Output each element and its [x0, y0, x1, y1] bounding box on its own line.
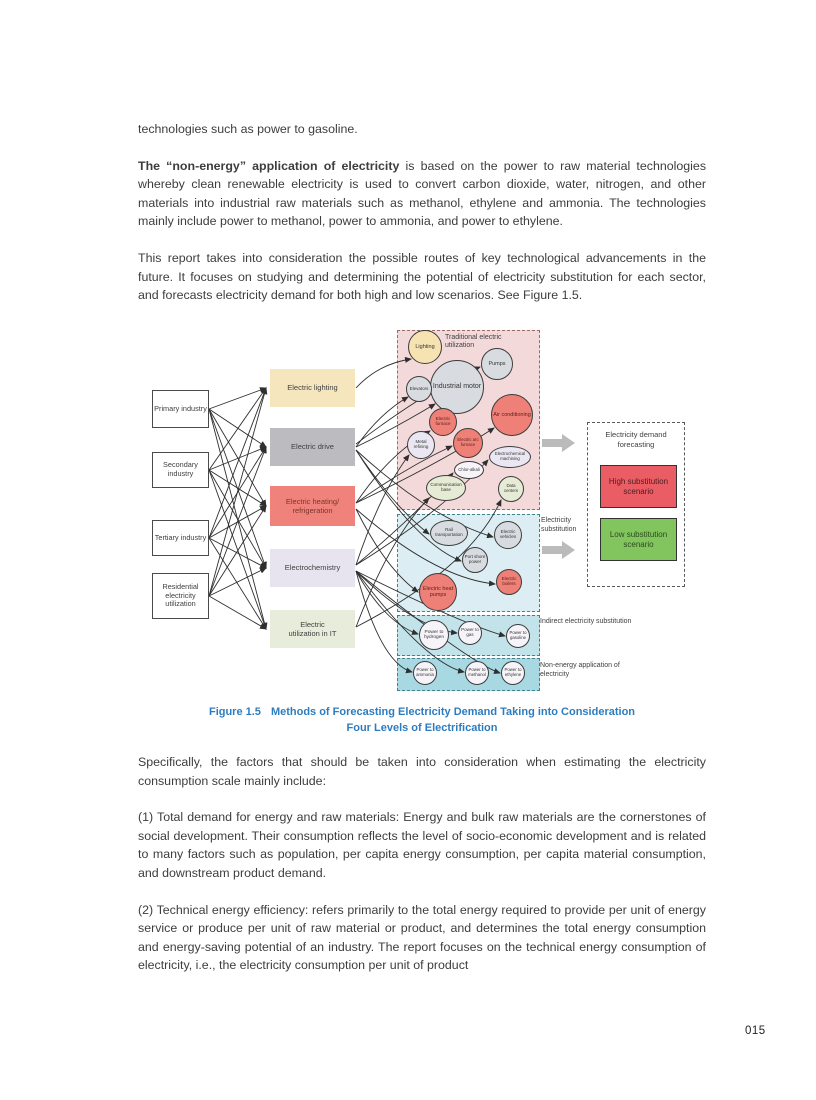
sector-secondary-industry: [152, 452, 209, 488]
category-label: Electric utilization in IT: [288, 619, 337, 638]
category-electric-heating-refrigeration: [270, 486, 355, 526]
high-scenario-label: High substitution scenario: [608, 476, 669, 496]
circle-power-to-methanol: Power to methanol: [465, 661, 489, 685]
category-electrochemistry: [270, 549, 355, 587]
cluster-traditional-title: Traditional electric utilization: [445, 334, 502, 350]
category-label: Electrochemistry: [284, 563, 341, 573]
circle-pumps: Pumps: [481, 348, 513, 380]
forecast-title: Electricity demand forecasting: [605, 430, 667, 449]
label-indirect-electricity-substitution: Indirect electricity substitution: [540, 618, 632, 625]
circle-power-to-ethylene: Power to ethylene: [501, 661, 525, 685]
circle-industrial-motor: Industrial motor: [430, 360, 484, 414]
sector-primary-industry: [152, 390, 209, 428]
figure-title-line1: Methods of Forecasting Electricity Demand Taking into Consideration: [270, 706, 636, 718]
category-label: Electric drive: [291, 442, 334, 452]
circle-electric-arc-furnace: Electric arc furnace: [453, 428, 483, 458]
paragraph-3: This report takes into consideration the possible routes of key technological advancements in the future. It focuses on studying and determining the potential of electricity substitution for each sector, and forecasts electricity demand for both high and low scenarios. See Figure 1.5.: [138, 250, 706, 303]
label-non-energy-application: Non-energy application of electricity: [540, 662, 620, 678]
circle-electric-furnace: Electric furnace: [429, 408, 457, 436]
circle-elevators: Elevators: [406, 376, 432, 402]
category-electric-utilization-in-it: [270, 610, 355, 648]
paragraph-1: technologies such as power to gasoline.: [138, 122, 358, 136]
high-substitution-scenario-box: [600, 465, 677, 508]
circle-chlor-alkali: Chlor-alkali: [454, 461, 484, 479]
figure-label: Figure 1.5: [208, 706, 261, 718]
sector-tertiary-industry: [152, 520, 209, 556]
label-electricity-substitution: Electricity substitution: [541, 517, 577, 533]
sector-label: Residential electricity utilization: [162, 581, 199, 609]
lower-text-block: [138, 753, 706, 993]
category-electric-lighting: [270, 369, 355, 407]
figure-caption-line2: Four Levels of Electrification: [346, 722, 498, 734]
paragraph-4: Specifically, the factors that should be taken into consideration when estimating the electricity consumption scale mainly include:: [138, 755, 706, 788]
upper-text-block: [138, 120, 706, 323]
circle-metal-refining: Metal refining: [407, 431, 435, 459]
circle-electric-vehicles: Electric vehicles: [494, 521, 522, 549]
category-electric-drive: [270, 428, 355, 466]
circle-data-centers: Data centers: [498, 476, 524, 502]
circle-air-conditioning: Air conditioning: [491, 394, 533, 436]
sector-label: Primary industry: [154, 403, 207, 413]
circle-power-to-hydrogen: Power to hydrogen: [419, 620, 449, 650]
figure-1-5-diagram: [140, 328, 706, 696]
circle-power-to-ammonia: Power to ammonia: [413, 661, 437, 685]
paragraph-2-rest: is based on the power to raw material technologies whereby clean renewable electricity is used to convert carbon dioxide, water, nitrogen, and other materials into industrial raw materials such as methanol, ethylene and ammonia. The technologies mainly include power to methanol, power to ammonia, and power to ethylene.: [138, 158, 707, 229]
gray-arrow-traditional: [542, 434, 575, 452]
low-substitution-scenario-box: [600, 518, 677, 561]
low-scenario-label: Low substitution scenario: [609, 529, 668, 549]
circle-rail-transportation: Rail transportation: [430, 520, 468, 546]
paragraph-5: (1) Total demand for energy and raw materials: Energy and bulk raw materials are the cornerstones of social development. Their consumption reflects the level of socio-economic development and is related to many factors such as population, per capita energy consumption, per capita material consumption, and downstream product demand.: [138, 810, 706, 880]
page-number: 015: [745, 1025, 766, 1037]
figure-caption-line1: [138, 704, 706, 720]
sector-label: Tertiary industry: [154, 532, 207, 542]
circle-lighting: Lighting: [408, 330, 442, 364]
circle-communication-base: Communication base: [426, 475, 466, 501]
circle-electrochemical-machining: Electrochemical machining: [489, 446, 531, 468]
paragraph-2: [138, 157, 706, 231]
circle-port-shore-power: Port shore power: [462, 547, 488, 573]
gray-arrow-substitution: [542, 541, 575, 559]
category-label: Electric lighting: [287, 383, 338, 393]
circle-power-to-gasoline: Power to gasoline: [506, 624, 530, 648]
circle-power-to-gas: Power to gas: [458, 621, 482, 645]
paragraph-2-bold-lead: The “non-energy” application of electricity: [138, 158, 400, 173]
category-label: Electric heating/ refrigeration: [285, 496, 340, 515]
circle-electric-boilers: Electric boilers: [496, 569, 522, 595]
sector-label: Secondary industry: [163, 460, 198, 478]
figure-caption: [138, 704, 706, 736]
circle-electric-heat-pumps: Electric heat pumps: [419, 573, 457, 611]
paragraph-6: (2) Technical energy efficiency: refers primarily to the total energy required to provide per unit of energy service or produce per unit of raw material or product, and determines the total energy consumption and energy-saving potential of an industry. The report focuses on the technical energy consumption of electricity, i.e., the electricity consumption per unit of product: [138, 902, 706, 973]
sector-residential-electricity: [152, 573, 209, 619]
